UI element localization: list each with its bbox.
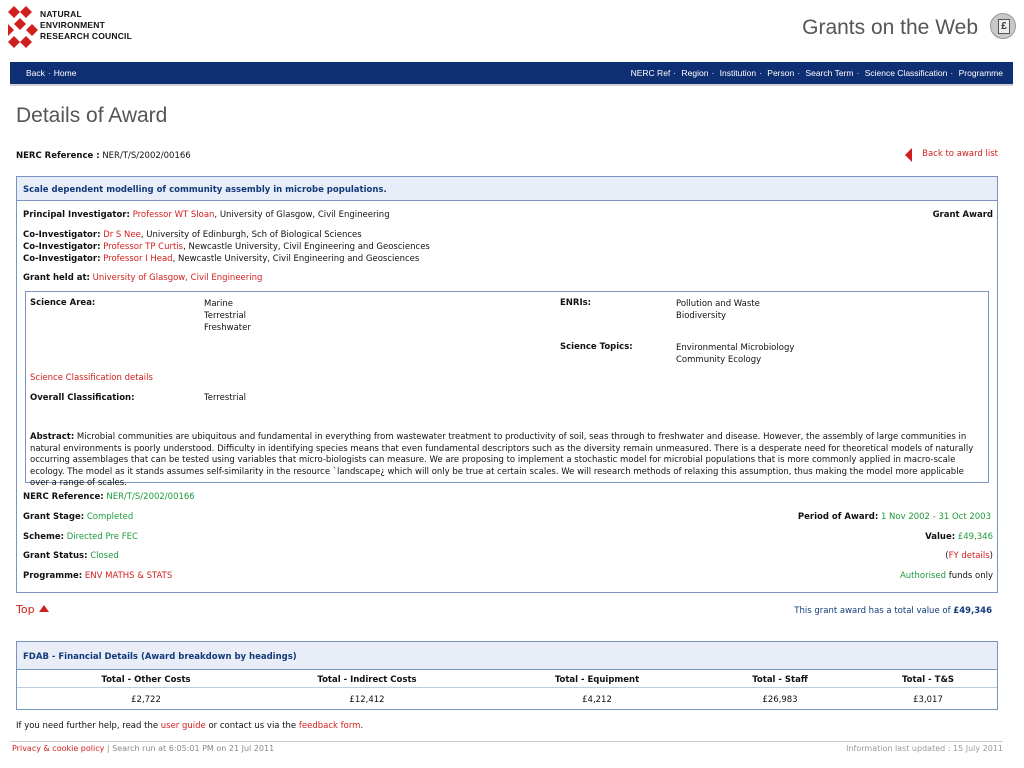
total-value-line	[794, 606, 992, 616]
science-topics-label: Science Topics:	[560, 342, 633, 352]
ref-label: NERC Reference:	[23, 492, 104, 502]
finance-header: Total - Indirect Costs	[317, 675, 417, 685]
enris-label: ENRIs:	[560, 298, 592, 308]
financial-details-title-bar	[17, 642, 997, 670]
period-of-award-row	[798, 512, 991, 522]
coinvestigator-name-link[interactable]: Dr S Nee	[103, 230, 141, 240]
enris-list	[676, 298, 760, 322]
ref-value: NER/T/S/2002/00166	[106, 492, 195, 502]
science-area-item: Terrestrial	[204, 311, 247, 321]
fy-close-paren: )	[989, 551, 993, 561]
pi-affiliation: , University of Glasgow, Civil Engineering	[214, 210, 390, 220]
coinvestigator-affiliation: , Newcastle University, Civil Engineering and Geosciences	[172, 254, 420, 264]
award-title: Scale dependent modelling of community assembly in microbe populations.	[23, 185, 387, 195]
classification-panel	[25, 291, 989, 488]
top-navigation: Back · Home NERC Ref · Region · Institution · Person · Search Term · Science Classification · Programme	[10, 62, 1013, 84]
coinvestigator-affiliation: , University of Edinburgh, Sch of Biological Sciences	[140, 230, 362, 240]
finance-value: £26,983	[762, 695, 798, 705]
nerc-logo[interactable]	[8, 4, 148, 50]
period-value: 1 Nov 2002 - 31 Oct 2003	[880, 512, 991, 522]
enri-item: Biodiversity	[676, 311, 727, 321]
abstract-body: Microbial communities are ubiquitous and fundamental in everything from wastewater treatment to productivity of soil, seas through to freshwater and disease. However, the assembly of large communities in natural environments is poorly understood. Difficulty in identifying species means that even fundamental descriptors such as the diversity remain unmeasured. There is a desperate need for theoretical models of naturally occurring assemblages that can be tested using variables that micro-biologists can measure. We are proposing to implement a stochastic model for microbial populations that is more commonly applied in macro-scale ecology. The model as it stands assumes self-similarity in the resource `landscape¿ which will only be true at certain scales. We will research methods of relaxing this assumption, thus making the model more applicable over a range of scales.	[30, 432, 974, 488]
feedback-form-link[interactable]: feedback form	[298, 721, 361, 731]
page-title: Details of Award	[16, 104, 168, 127]
fy-open-paren: (	[945, 551, 949, 561]
overall-classification-value: Terrestrial	[204, 393, 247, 403]
help-text	[16, 721, 363, 731]
value-row	[925, 532, 993, 542]
logo-line-2: ENVIRONMENT	[40, 20, 106, 30]
coinvestigator-label: Co-Investigator:	[23, 254, 101, 264]
pi-name-link[interactable]: Professor WT Sloan	[132, 210, 215, 220]
held-at-link[interactable]: University of Glasgow, Civil Engineering	[92, 273, 263, 283]
scheme-row	[23, 532, 138, 542]
finance-value: £2,722	[131, 695, 161, 705]
back-arrow-icon[interactable]	[905, 148, 912, 162]
science-area-item: Marine	[204, 299, 234, 309]
up-arrow-icon	[39, 605, 49, 612]
nerc-logo-mark-icon	[8, 4, 38, 50]
programme-link[interactable]: ENV MATHS & STATS	[84, 571, 173, 581]
nav-science-classification-link[interactable]: Science Classification	[864, 68, 948, 78]
nerc-reference-row	[23, 492, 195, 502]
coinvestigator-label: Co-Investigator:	[23, 242, 101, 252]
science-area-list	[204, 298, 251, 334]
top-link[interactable]: Top	[16, 603, 49, 616]
nav-programme-link[interactable]: Programme	[958, 68, 1003, 78]
footer-left	[12, 744, 274, 753]
footer-divider	[10, 741, 1003, 742]
finance-value: £3,017	[913, 695, 943, 705]
nerc-reference-value: NER/T/S/2002/00166	[102, 151, 191, 161]
nav-back-link[interactable]: Back	[26, 68, 45, 78]
grant-stage-row	[23, 512, 133, 522]
grant-type: Grant Award	[932, 210, 993, 220]
finance-divider	[17, 687, 997, 688]
finance-header: Total - Equipment	[554, 675, 640, 685]
site-title: Grants on the Web	[802, 16, 978, 39]
abstract-label: Abstract:	[30, 432, 75, 442]
finance-header: Total - Other Costs	[101, 675, 191, 685]
nav-person-link[interactable]: Person	[767, 68, 795, 78]
last-updated: Information last updated : 15 July 2011	[846, 744, 1003, 753]
search-run-time: | Search run at 6:05:01 PM on 21 Jul 2011	[106, 744, 275, 753]
principal-investigator-row	[23, 210, 390, 220]
nav-institution-link[interactable]: Institution	[719, 68, 757, 78]
coinvestigator-row	[23, 230, 362, 240]
coinvestigator-row	[23, 254, 419, 264]
stage-value: Completed	[86, 512, 134, 522]
finance-value: £12,412	[349, 695, 385, 705]
financial-details-panel	[16, 641, 998, 710]
programme-row	[23, 571, 172, 581]
abstract-text	[30, 432, 980, 490]
science-topic-item: Environmental Microbiology	[676, 343, 795, 353]
funds-only-label: funds only	[948, 571, 993, 581]
grant-held-at-row	[23, 273, 262, 283]
finance-header: Total - T&S	[901, 675, 954, 685]
logo-text	[40, 9, 132, 42]
status-label: Grant Status:	[23, 551, 88, 561]
total-value-amount: £49,346	[953, 606, 992, 616]
pound-coin-icon: £	[990, 13, 1016, 39]
nav-search-term-link[interactable]: Search Term	[805, 68, 854, 78]
value-label: Value:	[925, 532, 956, 542]
programme-label: Programme:	[23, 571, 83, 581]
science-area-label: Science Area:	[30, 298, 96, 308]
scheme-value: Directed Pre FEC	[66, 532, 138, 542]
scheme-label: Scheme:	[23, 532, 64, 542]
science-classification-details-link[interactable]: Science Classification details	[30, 373, 153, 383]
help-post: .	[360, 721, 364, 731]
nerc-reference-line	[16, 151, 191, 161]
period-label: Period of Award:	[797, 512, 879, 522]
fy-details-link[interactable]: FY details	[948, 551, 990, 561]
back-to-award-list-link[interactable]: Back to award list	[922, 149, 998, 159]
grant-status-row	[23, 551, 119, 561]
value-amount: £49,346	[957, 532, 993, 542]
authorised-funds-row	[900, 571, 993, 581]
nav-region-link[interactable]: Region	[681, 68, 709, 78]
total-value-text: This grant award has a total value of	[794, 606, 951, 616]
overall-classification-label: Overall Classification:	[30, 393, 135, 403]
user-guide-link[interactable]: user guide	[160, 721, 206, 731]
award-details-panel	[16, 176, 998, 593]
finance-value: £4,212	[582, 695, 612, 705]
help-mid: or contact us via the	[208, 721, 297, 731]
coinvestigator-name-link[interactable]: Professor TP Curtis	[103, 242, 184, 252]
science-area-item: Freshwater	[204, 323, 251, 333]
help-pre: If you need further help, read the	[16, 721, 159, 731]
logo-line-3: RESEARCH COUNCIL	[40, 31, 132, 41]
enri-item: Pollution and Waste	[676, 299, 760, 309]
privacy-policy-link[interactable]: Privacy & cookie policy	[12, 744, 105, 753]
nerc-reference-label: NERC Reference :	[16, 151, 100, 161]
nav-nerc-ref-link[interactable]: NERC Ref	[630, 68, 671, 78]
nav-shadow	[10, 84, 1013, 86]
logo-line-1: NATURAL	[40, 9, 82, 19]
award-title-bar	[17, 177, 997, 201]
nav-home-link[interactable]: Home	[53, 68, 77, 78]
held-at-label: Grant held at:	[23, 273, 90, 283]
status-value: Closed	[90, 551, 119, 561]
financial-details-title: FDAB - Financial Details (Award breakdown by headings)	[23, 652, 297, 662]
authorised-label: Authorised	[899, 571, 947, 581]
science-topics-list	[676, 342, 794, 366]
pi-label: Principal Investigator:	[23, 210, 130, 220]
fy-details-row	[945, 551, 993, 561]
coinvestigator-affiliation: , Newcastle University, Civil Engineering and Geosciences	[183, 242, 430, 252]
science-topic-item: Community Ecology	[676, 355, 762, 365]
coinvestigator-name-link[interactable]: Professor I Head	[103, 254, 173, 264]
coinvestigator-label: Co-Investigator:	[23, 230, 101, 240]
stage-label: Grant Stage:	[23, 512, 85, 522]
coinvestigator-row	[23, 242, 430, 252]
finance-header: Total - Staff	[752, 675, 808, 685]
